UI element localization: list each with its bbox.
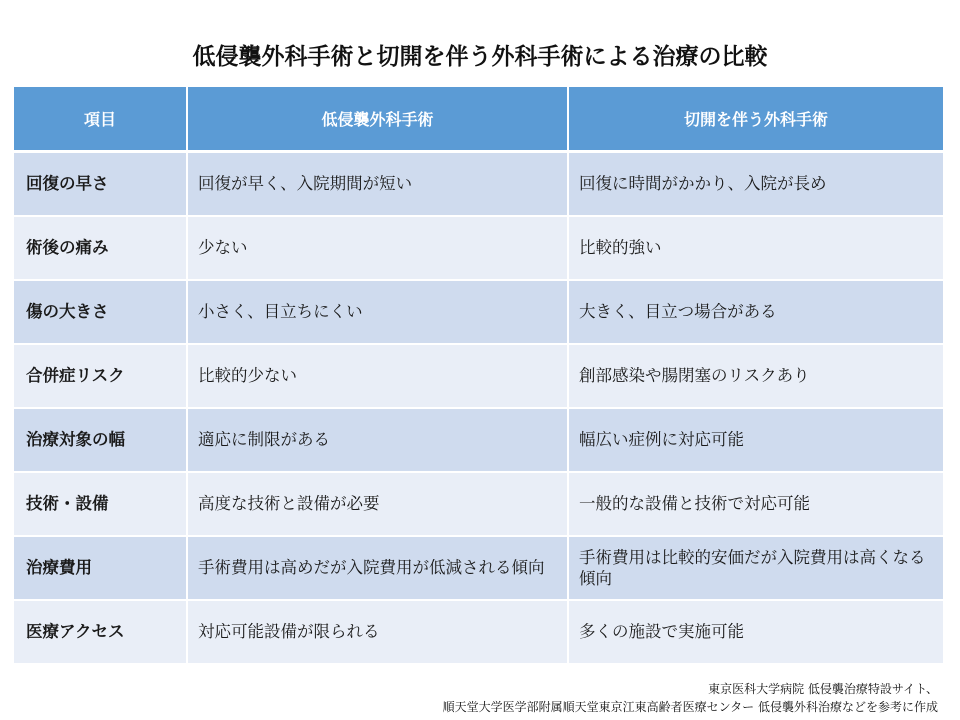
cell-open-surgery: 比較的強い <box>568 216 943 280</box>
table-row <box>14 536 943 600</box>
header-minimally-invasive: 低侵襲外科手術 <box>187 87 568 152</box>
cell-open-surgery: 幅広い症例に対応可能 <box>568 408 943 472</box>
row-item-label: 傷の大きさ <box>14 280 187 344</box>
cell-minimally-invasive: 回復が早く、入院期間が短い <box>187 152 568 217</box>
cell-open-surgery: 回復に時間がかかり、入院が長め <box>568 152 943 217</box>
cell-minimally-invasive: 手術費用は高めだが入院費用が低減される傾向 <box>187 536 568 600</box>
cell-minimally-invasive: 少ない <box>187 216 568 280</box>
cell-open-surgery: 多くの施設で実施可能 <box>568 600 943 664</box>
row-item-label: 医療アクセス <box>14 600 187 664</box>
cell-open-surgery: 大きく、目立つ場合がある <box>568 280 943 344</box>
header-item: 項目 <box>14 87 187 152</box>
row-item-label: 回復の早さ <box>14 152 187 217</box>
source-note-line-1: 東京医科大学病院 低侵襲治療特設サイト、 <box>708 682 938 696</box>
row-item-label: 術後の痛み <box>14 216 187 280</box>
source-note <box>443 680 938 716</box>
table-row <box>14 216 943 280</box>
row-item-label: 合併症リスク <box>14 344 187 408</box>
cell-minimally-invasive: 高度な技術と設備が必要 <box>187 472 568 536</box>
table-row <box>14 344 943 408</box>
cell-minimally-invasive: 比較的少ない <box>187 344 568 408</box>
table-row <box>14 408 943 472</box>
table-row <box>14 280 943 344</box>
table-row <box>14 472 943 536</box>
cell-minimally-invasive: 対応可能設備が限られる <box>187 600 568 664</box>
table-row <box>14 600 943 664</box>
page-title: 低侵襲外科手術と切開を伴う外科手術による治療の比較 <box>192 44 768 70</box>
cell-minimally-invasive: 小さく、目立ちにくい <box>187 280 568 344</box>
row-item-label: 治療費用 <box>14 536 187 600</box>
header-open-surgery: 切開を伴う外科手術 <box>568 87 943 152</box>
cell-open-surgery: 一般的な設備と技術で対応可能 <box>568 472 943 536</box>
cell-open-surgery: 手術費用は比較的安価だが入院費用は高くなる傾向 <box>568 536 943 600</box>
cell-open-surgery: 創部感染や腸閉塞のリスクあり <box>568 344 943 408</box>
table-header-row <box>14 87 943 152</box>
source-note-line-2: 順天堂大学医学部附属順天堂東京江東高齢者医療センター 低侵襲外科治療などを参考に作成 <box>442 700 938 714</box>
row-item-label: 治療対象の幅 <box>14 408 187 472</box>
table-row <box>14 152 943 217</box>
cell-minimally-invasive: 適応に制限がある <box>187 408 568 472</box>
row-item-label: 技術・設備 <box>14 472 187 536</box>
comparison-table <box>14 87 943 665</box>
